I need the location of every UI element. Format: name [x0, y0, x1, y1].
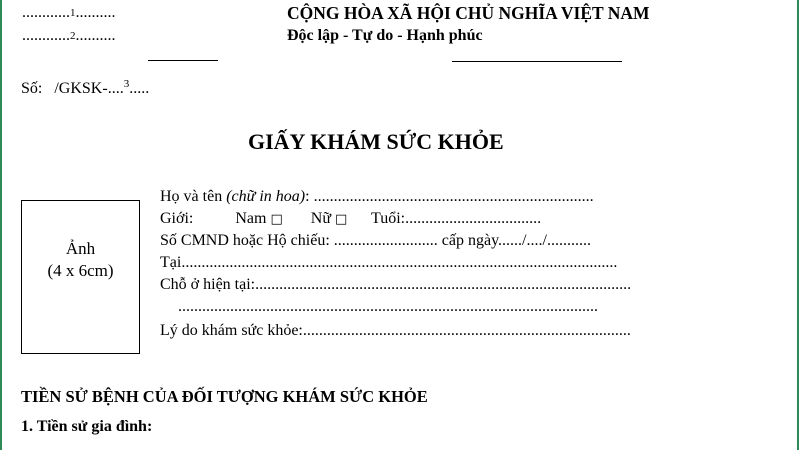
document-number: Số: /GKSK-....$^3$.....	[21, 78, 150, 97]
male-checkbox[interactable]: □	[270, 212, 283, 227]
field-name: Họ và tên (chữ in hoa): ......................................................................	[160, 188, 594, 205]
field-address: Chỗ ở hiện tại:..............................................................................................	[160, 276, 632, 293]
field-id: Số CMND hoặc Hộ chiếu: .......................... cấp ngày....../..../...........	[160, 232, 591, 249]
field-address-cont: .........................................................................................................	[178, 298, 598, 315]
female-label: Nữ	[310, 210, 331, 227]
page-border-left	[0, 0, 2, 450]
field-gender-age: Giới: Nam □ Nữ □ Tuổi:..................................	[160, 210, 542, 227]
photo-size: (4 x 6cm)	[47, 261, 114, 280]
header-left-underline	[148, 60, 218, 61]
page-title: GIẤY KHÁM SỨC KHỎE	[248, 129, 504, 154]
female-checkbox[interactable]: □	[335, 212, 348, 227]
republic-heading: CỘNG HÒA XÃ HỘI CHỦ NGHĨA VIỆT NAM	[287, 3, 650, 23]
field-place: Tại.............................................................................................................	[160, 254, 618, 271]
gender-label: Giới:	[160, 210, 194, 227]
motto: Độc lập - Tự do - Hạnh phúc	[287, 27, 483, 44]
header-left-line-1: ............$^1$..........	[22, 4, 116, 21]
history-heading: TIỀN SỬ BỆNH CỦA ĐỐI TƯỢNG KHÁM SỨC KHỎE	[21, 387, 428, 406]
male-label: Nam	[235, 210, 267, 227]
photo-box	[21, 200, 140, 354]
header-left-line-2: ............$^2$..........	[22, 27, 116, 44]
field-reason: Lý do khám sức khỏe:..................................................................................	[160, 322, 631, 339]
age-label: Tuổi:	[371, 210, 406, 227]
family-history-heading: 1. Tiền sử gia đình:	[21, 418, 153, 435]
motto-underline	[452, 61, 622, 62]
photo-label: Ảnh	[65, 239, 96, 258]
page-border-right	[797, 0, 799, 450]
